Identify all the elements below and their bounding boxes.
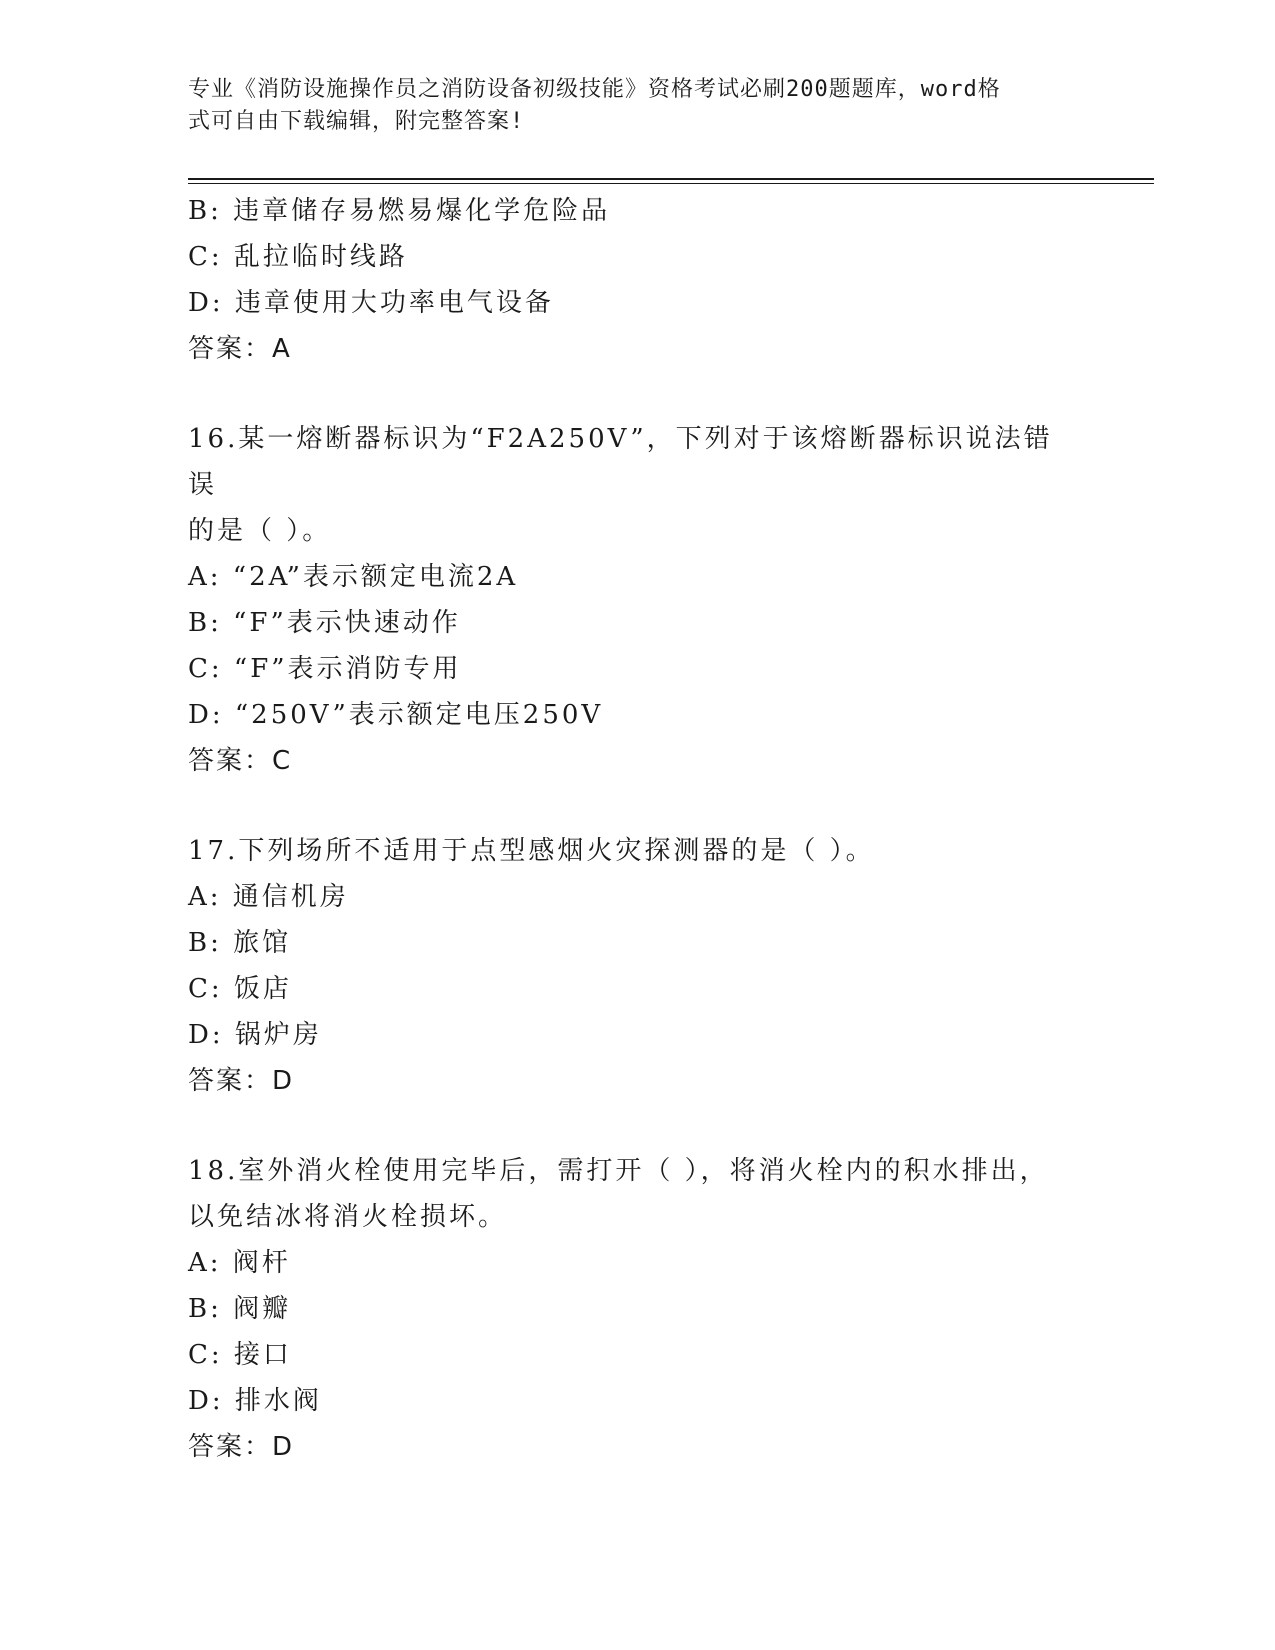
answer-line: 答案：A [188, 334, 292, 364]
option-c: C: 乱拉临时线路 [188, 242, 408, 272]
question-15-continuation [188, 188, 1068, 372]
question-18 [188, 1148, 1068, 1470]
question-stem-line-1: 18.室外消火栓使用完毕后，需打开（ ），将消火栓内的积水排出， [188, 1156, 1049, 1186]
question-16 [188, 416, 1068, 784]
answer-line: 答案：D [188, 1066, 295, 1096]
option-d: D: 排水阀 [188, 1386, 322, 1416]
question-17 [188, 828, 1068, 1104]
question-stem-line-1: 17.下列场所不适用于点型感烟火灾探测器的是（ ）。 [188, 836, 875, 866]
header-line-2: 式可自由下载编辑，附完整答案! [188, 109, 525, 134]
option-d: D: 违章使用大功率电气设备 [188, 288, 554, 318]
question-stem-line-2: 以免结冰将消火栓损坏。 [188, 1202, 508, 1232]
document-header [188, 74, 1068, 138]
option-b: B: “F”表示快速动作 [188, 608, 461, 638]
question-stem-line-2: 的是（ ）。 [188, 516, 332, 546]
option-c: C: 饭店 [188, 974, 292, 1004]
header-divider-thin [188, 183, 1154, 184]
option-a: A: 阀杆 [188, 1248, 291, 1278]
option-a: A: “2A”表示额定电流2A [188, 562, 519, 592]
option-b: B: 旅馆 [188, 928, 292, 958]
option-b: B: 阀瓣 [188, 1294, 292, 1324]
answer-line: 答案：C [188, 746, 293, 776]
option-a: A: 通信机房 [188, 882, 349, 912]
option-d: D: 锅炉房 [188, 1020, 322, 1050]
header-line-1: 专业《消防设施操作员之消防设备初级技能》资格考试必刷200题题库，word格 [188, 77, 1001, 102]
question-list [188, 188, 1068, 1470]
header-divider-thick [188, 178, 1154, 180]
option-d: D: “250V”表示额定电压250V [188, 700, 604, 730]
question-stem-line-1: 16.某一熔断器标识为“F2A250V”，下列对于该熔断器标识说法错误 [188, 424, 1053, 500]
option-b: B: 违章储存易燃易爆化学危险品 [188, 196, 611, 226]
answer-line: 答案：D [188, 1432, 295, 1462]
option-c: C: “F”表示消防专用 [188, 654, 462, 684]
option-c: C: 接口 [188, 1340, 292, 1370]
